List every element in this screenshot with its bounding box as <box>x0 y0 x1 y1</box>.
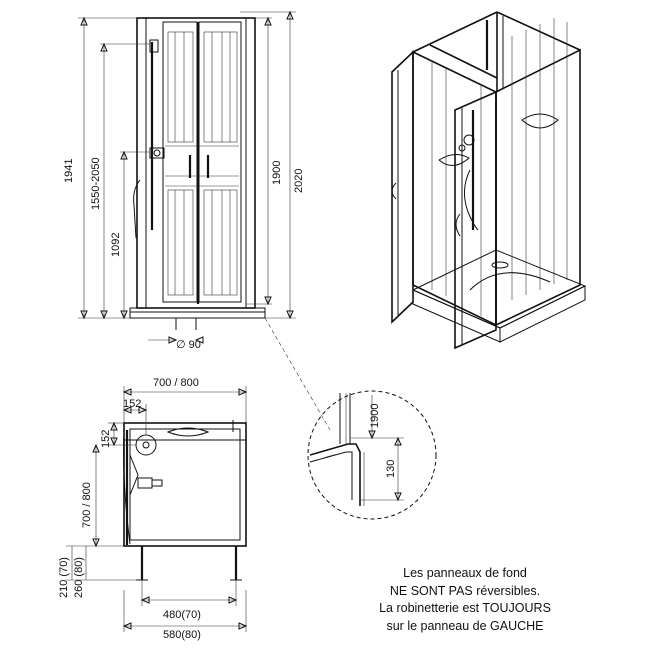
dim-detail-panel: 1900 <box>369 403 381 428</box>
cabin-frame <box>137 18 255 308</box>
dim-legs-b: 580(80) <box>163 629 201 641</box>
dim-plan-depth: 700 / 800 <box>81 482 93 528</box>
dim-shower-range: 1550-2050 <box>90 157 102 210</box>
note-line-2: NE SONT PAS réversibles. <box>389 583 541 598</box>
plan-outline <box>124 423 246 546</box>
dim-detail-tray: 130 <box>385 459 397 478</box>
detail-leader <box>265 318 330 430</box>
note-line-3: La robinetterie est TOUJOURS <box>379 601 551 615</box>
dim-panel-height: 1900 <box>271 160 283 185</box>
isometric-view <box>392 12 585 348</box>
detail-view <box>308 391 436 519</box>
dim-foot-b: 260 (80) <box>73 557 85 598</box>
dim-corner-x: 152 <box>123 398 142 410</box>
note-line-1: Les panneaux de fond <box>403 566 527 580</box>
plan-mixer <box>136 435 156 455</box>
dim-total-height: 1941 <box>63 158 75 183</box>
dim-foot-a: 210 (70) <box>58 557 70 598</box>
installation-note <box>345 565 585 635</box>
right-door <box>199 22 241 302</box>
note-line-4: sur le panneau de GAUCHE <box>386 618 544 633</box>
dim-drain: ∅ 90 <box>176 339 201 351</box>
front-elevation-view <box>63 12 305 351</box>
dim-overall-height: 2020 <box>293 168 305 193</box>
dim-legs-a: 480(70) <box>163 609 201 621</box>
dim-plan-width: 700 / 800 <box>153 377 199 389</box>
shower-tray <box>130 308 265 318</box>
dim-corner-y: 152 <box>100 429 112 448</box>
plan-view <box>58 377 246 641</box>
open-door <box>392 52 413 322</box>
dim-mixer-height: 1092 <box>110 232 122 257</box>
